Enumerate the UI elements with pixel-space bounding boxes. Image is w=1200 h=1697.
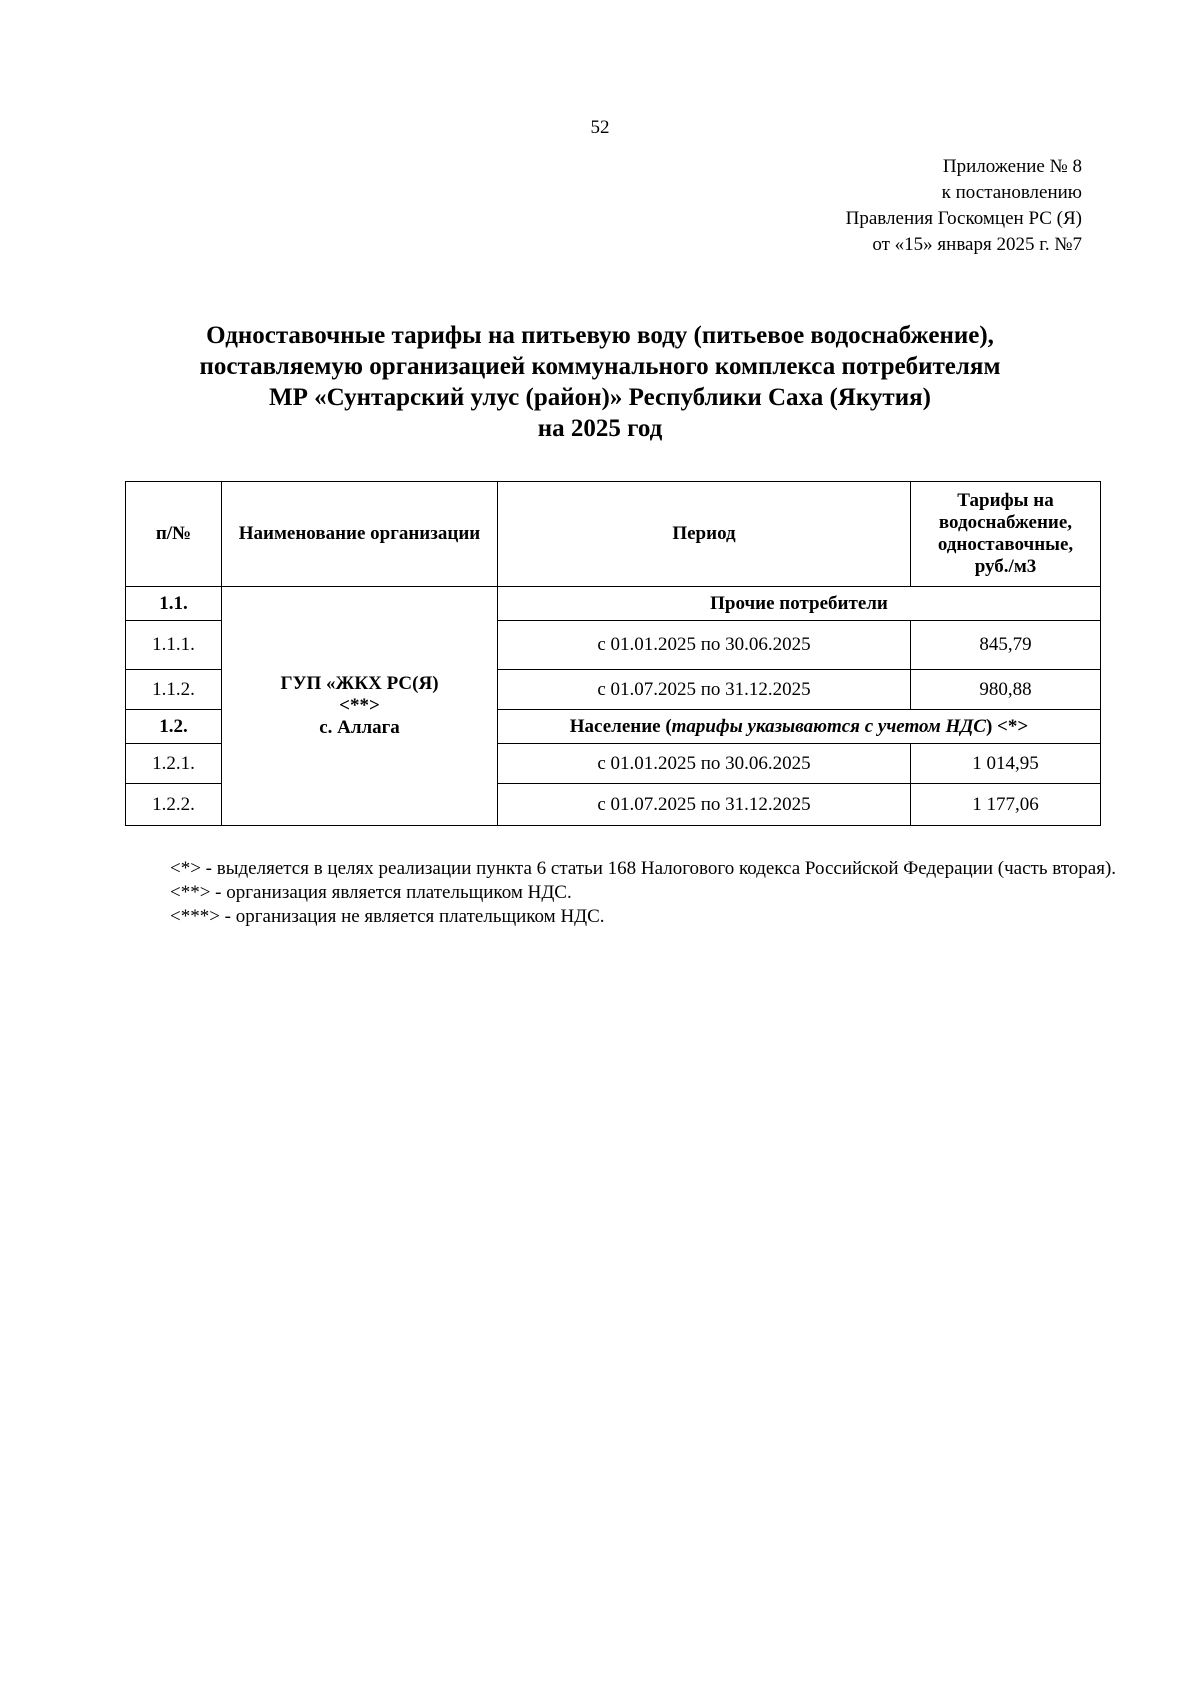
group-label-start: Население (: [569, 715, 672, 737]
header-rate-line-2: водоснабжение,: [938, 512, 1073, 533]
header-rate-line-4: руб./м3: [974, 556, 1037, 577]
header-organization: Наименование организации: [222, 482, 498, 587]
table-header-row: [126, 482, 1101, 587]
organization-name: ГУП «ЖКХ РС(Я): [280, 673, 439, 694]
group-row-other-consumers: [126, 587, 1101, 621]
group-label-italic: тарифы указываются с учетом НДС: [671, 715, 986, 737]
footnote-vat-payer: <**> - организация является плательщиком НДС.: [170, 882, 572, 903]
row-rate: 1 014,95: [911, 744, 1101, 784]
row-num: 1.1.2.: [126, 670, 222, 710]
appendix-line-3: Правления Госкомцен РС (Я): [845, 208, 1082, 229]
footnotes: [128, 857, 1118, 929]
appendix-line-2: к постановлению: [941, 182, 1082, 203]
header-rate-line-3: одноставочные,: [937, 534, 1074, 555]
row-period: с 01.01.2025 по 30.06.2025: [498, 621, 911, 670]
header-rate: [911, 482, 1101, 587]
footnote-vat-allocation: <*> - выделяется в целях реализации пункта 6 статьи 168 Налогового кодекса Российской Федерации (часть вторая).: [170, 858, 1117, 879]
organization-location: с. Аллага: [319, 717, 400, 738]
header-rate-line-1: Тарифы на: [957, 490, 1054, 511]
organization-cell: [222, 587, 498, 826]
group-label: [498, 710, 1101, 744]
row-rate: 980,88: [911, 670, 1101, 710]
row-rate: 1 177,06: [911, 784, 1101, 826]
row-period: с 01.07.2025 по 31.12.2025: [498, 784, 911, 826]
tariff-table: [125, 481, 1101, 826]
header-period: Период: [498, 482, 911, 587]
appendix-reference: [846, 154, 1082, 258]
row-num: 1.2.2.: [126, 784, 222, 826]
organization-vat-mark: <**>: [339, 695, 380, 716]
group-num: 1.2.: [126, 710, 222, 744]
title-line-1: Одноставочные тарифы на питьевую воду (питьевое водоснабжение),: [206, 322, 994, 349]
header-num: п/№: [126, 482, 222, 587]
row-num: 1.1.1.: [126, 621, 222, 670]
row-period: с 01.07.2025 по 31.12.2025: [498, 670, 911, 710]
appendix-line-1: Приложение № 8: [942, 156, 1082, 177]
page-number: 52: [590, 117, 610, 138]
title-line-3: МР «Сунтарский улус (район)» Республики Саха (Якутия): [269, 384, 931, 411]
title-line-2: поставляемую организацией коммунального комплекса потребителям: [199, 353, 1001, 380]
document-title: [0, 320, 1200, 444]
group-label: Прочие потребители: [498, 587, 1101, 621]
row-period: с 01.01.2025 по 30.06.2025: [498, 744, 911, 784]
row-rate: 845,79: [911, 621, 1101, 670]
group-label-end: ) <*>: [985, 715, 1029, 737]
footnote-not-vat-payer: <***> - организация не является плательщиком НДС.: [170, 906, 605, 927]
row-num: 1.2.1.: [126, 744, 222, 784]
title-line-4: на 2025 год: [537, 415, 663, 442]
appendix-line-4: от «15» января 2025 г. №7: [872, 234, 1082, 255]
group-num: 1.1.: [126, 587, 222, 621]
